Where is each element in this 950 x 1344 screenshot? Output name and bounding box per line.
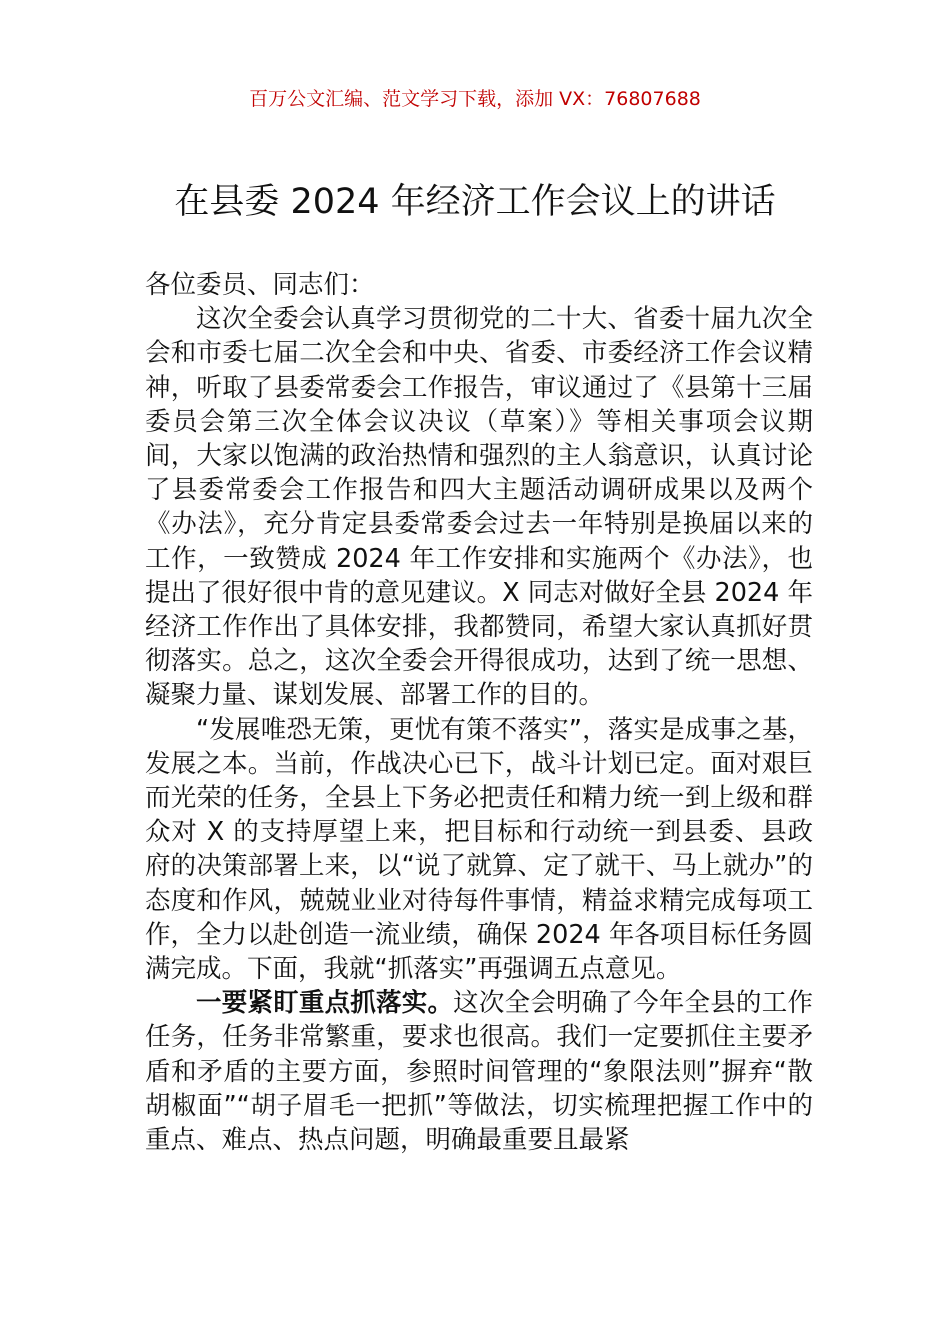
document-body <box>145 268 813 1157</box>
document-title: 在县委 2024 年经济工作会议上的讲话 <box>174 182 776 222</box>
salutation: 各位委员、同志们： <box>145 270 375 300</box>
paragraph-1: 这次全委会认真学习贯彻党的二十大、省委十届九次全会和市委七届二次全会和中央、省委、市委经济工作会议精神，听取了县委常委会工作报告，审议通过了《县第十三届委员会第三次全体会议决议（草案）》等相关事项会议期间，大家以饱满的政治热情和强烈的主人翁意识，认真讨论了县委常委会工作报告和四大主题活动调研成果以及两个《办法》，充分肯定县委常委会过去一年特别是换届以来的工作，一致赞成 2024 年工作安排和实施两个《办法》，也提出了很好很中肯的意见建议。X 同志对做好全县 2024 年经济工作作出了具体安排，我都赞同，希望大家认真抓好贯彻落实。总之，这次全委会开得很成功，达到了统一思想、凝聚力量、谋划发展、部署工作的目的。 <box>145 304 813 711</box>
paragraph-2: “发展唯恐无策，更忧有策不落实”，落实是成事之基，发展之本。当前，作战决心已下，战斗计划已定。面对艰巨而光荣的任务，全县上下务必把责任和精力统一到上级和群众对 X 的支持厚望上来，把目标和行动统一到县委、县政府的决策部署上来，以“说了就算、定了就干、马上就办”的态度和作风，兢兢业业对待每件事情，精益求精完成每项工作，全力以赴创造一流业绩，确保 2024 年各项目标任务圆满完成。下面，我就“抓落实”再强调五点意见。 <box>145 714 813 985</box>
paragraph-3 <box>145 986 813 1157</box>
point-1-heading: 一要紧盯重点抓落实。 <box>196 988 454 1019</box>
header-watermark-note: 百万公文汇编、范文学习下载，添加 VX：76807688 <box>249 88 701 110</box>
point-1-text: 这次全会明确了今年全县的工作任务，任务非常繁重，要求也很高。我们一定要抓住主要矛盾和矛盾的主要方面，参照时间管理的“象限法则”摒弃“散胡椒面”“胡子眉毛一把抓”等做法，切实梳理把握工作中的重点、难点、热点问题，明确最重要且最紧 <box>145 988 813 1156</box>
